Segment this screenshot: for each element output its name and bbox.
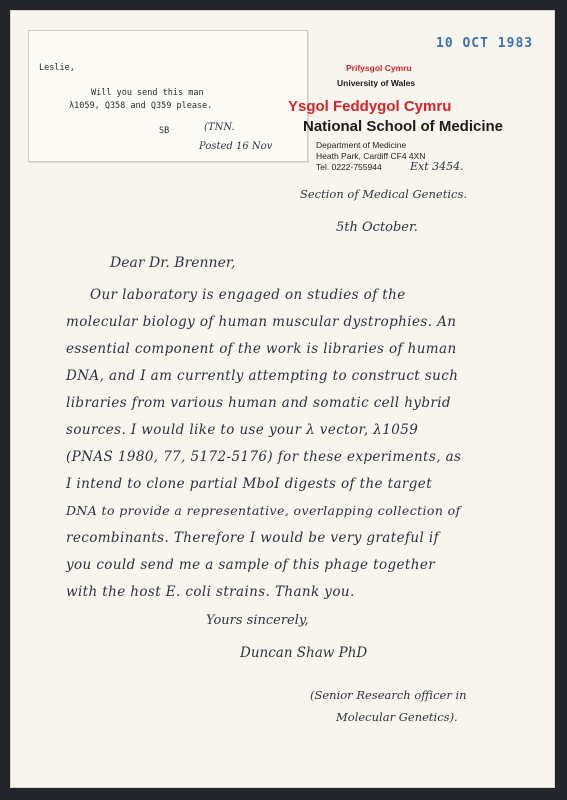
letterhead-address: Heath Park, Cardiff CF4 4XN (316, 151, 426, 161)
body-line-4: DNA, and I am currently attempting to construct such (66, 368, 459, 384)
signatory-title-line1: (Senior Research officer in (310, 688, 467, 702)
body-line-2: molecular biology of human muscular dystrophies. An (66, 314, 457, 330)
letterhead-welsh-university: Prifysgol Cymru (346, 63, 412, 73)
closing: Yours sincerely, (206, 613, 309, 628)
body-line-11: you could send me a sample of this phage together (66, 557, 436, 573)
body-line-12: with the host E. coli strains. Thank you. (66, 584, 355, 600)
memo-request-line1: Will you send this man (91, 88, 204, 98)
body-line-10: recombinants. Therefore I would be very grateful if (66, 530, 439, 546)
date-received-stamp: 10 OCT 1983 (436, 36, 534, 51)
memo-handwritten-note2: Posted 16 Nov (199, 141, 273, 152)
body-line-9: DNA to provide a representative, overlapping collection of (66, 503, 461, 518)
body-line-6: sources. I would like to use your λ vector, λ1059 (66, 422, 419, 438)
section-line: Section of Medical Genetics. (300, 187, 467, 201)
body-line-8: I intend to clone partial MboI digests of the target (66, 476, 433, 492)
body-line-7: (PNAS 1980, 77, 5172-5176) for these experiments, as (66, 449, 462, 465)
letterhead-extension: Ext 3454. (410, 160, 464, 173)
letterhead-department: Department of Medicine (316, 140, 407, 150)
letter-date: 5th October. (336, 220, 418, 235)
memo-slip (28, 30, 308, 162)
greeting: Dear Dr. Brenner, (110, 255, 236, 271)
signature: Duncan Shaw PhD (240, 645, 368, 661)
memo-handwritten-note1: (TNN. (204, 122, 235, 133)
letter-sheet (10, 10, 555, 788)
body-line-3: essential component of the work is libraries of human (66, 341, 457, 357)
letterhead-welsh-school: Ysgol Feddygol Cymru (288, 98, 452, 115)
memo-salutation: Leslie, (39, 63, 75, 73)
letterhead-telephone: Tel. 0222-755944 (316, 162, 382, 172)
body-line-5: libraries from various human and somatic cell hybrid (66, 395, 451, 411)
memo-initials: SB (159, 126, 170, 136)
body-line-1: Our laboratory is engaged on studies of the (90, 287, 406, 303)
letterhead-university: University of Wales (337, 78, 416, 88)
signatory-title-line2: Molecular Genetics). (336, 710, 458, 724)
letterhead-school: National School of Medicine (303, 118, 504, 135)
memo-request-line2: λ1059, Q358 and Q359 please. (69, 101, 213, 111)
